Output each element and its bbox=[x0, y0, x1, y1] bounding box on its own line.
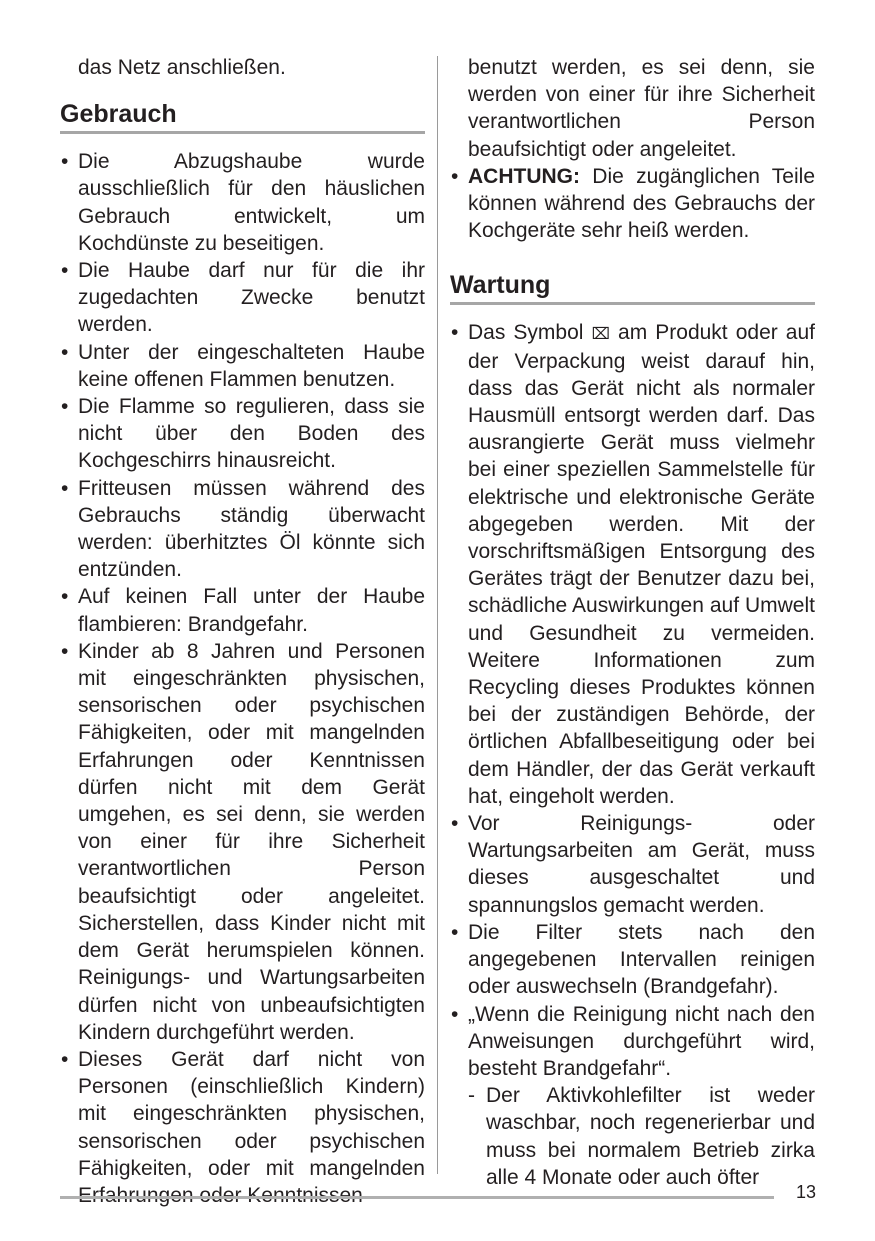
list-item-text: „Wenn die Reinigung nicht nach den Anweisungen durchgeführt wird, besteht Brandgefahr“. bbox=[468, 1002, 815, 1080]
list-item-text: Dieses Gerät darf nicht von Personen (einschließlich Kindern) mit eingeschränkten physischen, sensorischen oder psychischen Fähigkeiten, oder mit mangelnden bbox=[78, 1047, 425, 1180]
bullet-icon: • bbox=[61, 639, 69, 663]
list-item bbox=[60, 339, 425, 393]
wee-bin-icon: ⌧ bbox=[591, 324, 610, 344]
sub-list bbox=[450, 1082, 815, 1191]
list-item-text: Kinder ab 8 Jahren und Personen mit eingeschränkten physischen, sensorischen oder psychischen Fähigkeiten, oder mit mangelnden Erfahrungen oder Kenntnissen dürfen nicht mit dem Gerät umgehen, es sei denn, sie werden von einer für ihre Sicherheit verantwortlichen Person beaufsichtigt oder angeleitet. Sicherstellen, dass Kinder nicht mit dem Gerät herumspielen können. Reinigungs- und Wartungsarbeiten dürfen nicht von unbeaufsichtigten Kindern durchgeführt werden. bbox=[78, 639, 425, 1044]
list-item bbox=[450, 919, 815, 1001]
right-column bbox=[450, 54, 815, 1191]
continued-text: benutzt werden, es sei denn, sie werden von einer für ihre Sicherheit verantwortlichen Person beaufsichtigt oder angeleitet. bbox=[468, 56, 815, 161]
bullet-icon: • bbox=[61, 259, 69, 283]
intro-text: das Netz anschließen. bbox=[78, 56, 286, 79]
sub-list-item-text: Der Aktivkohlefilter ist weder waschbar, noch regenerierbar und muss bei normalem Betrieb zirka alle 4 Monate oder auch öfter bbox=[486, 1084, 815, 1189]
symbol-item-text-before: Das Symbol bbox=[468, 321, 592, 345]
bullet-icon: • bbox=[61, 340, 69, 364]
footer-rule bbox=[60, 1196, 774, 1199]
list-item bbox=[60, 638, 425, 1046]
section-title-gebrauch: Gebrauch bbox=[60, 99, 425, 134]
sub-list-item bbox=[450, 1082, 815, 1191]
list-item-text: Unter der eingeschalteten Haube keine offenen Flammen benutzen. bbox=[78, 340, 425, 391]
bullet-icon: • bbox=[451, 164, 459, 188]
list-item-text: Die Haube darf nur für die ihr zugedachten Zwecke benutzt werden. bbox=[78, 259, 425, 337]
list-item-text: Vor Reinigungs- oder Wartungsarbeiten am Gerät, muss dieses ausgeschaltet und spannungslos gemacht werden. bbox=[468, 812, 815, 917]
list-item bbox=[450, 319, 815, 810]
list-item bbox=[60, 475, 425, 584]
warning-list bbox=[450, 163, 815, 245]
bullet-icon: • bbox=[451, 1002, 459, 1026]
list-item bbox=[450, 1001, 815, 1083]
column-divider bbox=[437, 56, 438, 1174]
gebrauch-list bbox=[60, 148, 425, 1209]
page-number: 13 bbox=[795, 1182, 816, 1202]
list-item bbox=[60, 393, 425, 475]
list-item-text: Auf keinen Fall unter der Haube flambieren: Brandgefahr. bbox=[78, 585, 425, 636]
bullet-icon: • bbox=[451, 920, 459, 944]
warning-text: Die zugänglichen Teile können während des Gebrauchs der Kochgeräte sehr heiß werden. bbox=[468, 164, 815, 243]
warning-label: ACHTUNG: bbox=[468, 164, 580, 188]
wartung-list bbox=[450, 319, 815, 1082]
list-item-text: Die Filter stets nach den angegebenen Intervallen reinigen oder auswechseln (Brandgefahr). bbox=[468, 920, 815, 999]
list-item bbox=[60, 257, 425, 339]
warning-item bbox=[450, 163, 815, 245]
list-item-text: Fritteusen müssen während des Gebrauchs ständig überwacht werden: überhitztes Öl könnte sich entzünden. bbox=[78, 476, 425, 582]
left-column bbox=[60, 54, 425, 1209]
bullet-icon: • bbox=[61, 585, 69, 609]
bullet-icon: • bbox=[61, 150, 69, 174]
list-item bbox=[60, 583, 425, 637]
bullet-icon: • bbox=[451, 812, 459, 836]
symbol-item-text-after: am Produkt oder auf der Verpackung weist darauf hin, dass das Gerät nicht als normaler Hausmüll entsorgt werden darf. Das ausrangierte Gerät muss vielmehr bei einer speziellen Sammelstelle für elektrische und elektronische Geräte abgegeben werden. Mit der vorschriftsmäßigen Entsorgung des Gerätes trägt der Benutzer dazu bei, schädliche Auswirkungen auf Umwelt und Gesundheit zu vermeiden. Weitere Informationen zum Recycling dieses Produktes können bei der zuständigen Behörde, der örtlichen Abfallbeseitigung oder bei dem Händler, der das Gerät verkauft hat, eingeholt werden. bbox=[468, 321, 815, 808]
list-item-text: Die Flamme so regulieren, dass sie nicht über den Boden des Kochgeschirrs hinausreicht. bbox=[78, 395, 425, 473]
bullet-icon: • bbox=[61, 1047, 69, 1071]
bullet-icon: • bbox=[61, 476, 69, 500]
list-item bbox=[450, 810, 815, 919]
list-item-text: Die Abzugshaube wurde ausschließlich für den häuslichen Gebrauch entwickelt, um Kochdünste zu beseitigen. bbox=[78, 150, 425, 255]
dash-icon: - bbox=[468, 1084, 475, 1108]
bullet-icon: • bbox=[61, 395, 69, 419]
list-item bbox=[60, 148, 425, 257]
section-title-wartung: Wartung bbox=[450, 270, 815, 305]
list-item bbox=[60, 1046, 425, 1209]
bullet-icon: • bbox=[451, 321, 459, 345]
